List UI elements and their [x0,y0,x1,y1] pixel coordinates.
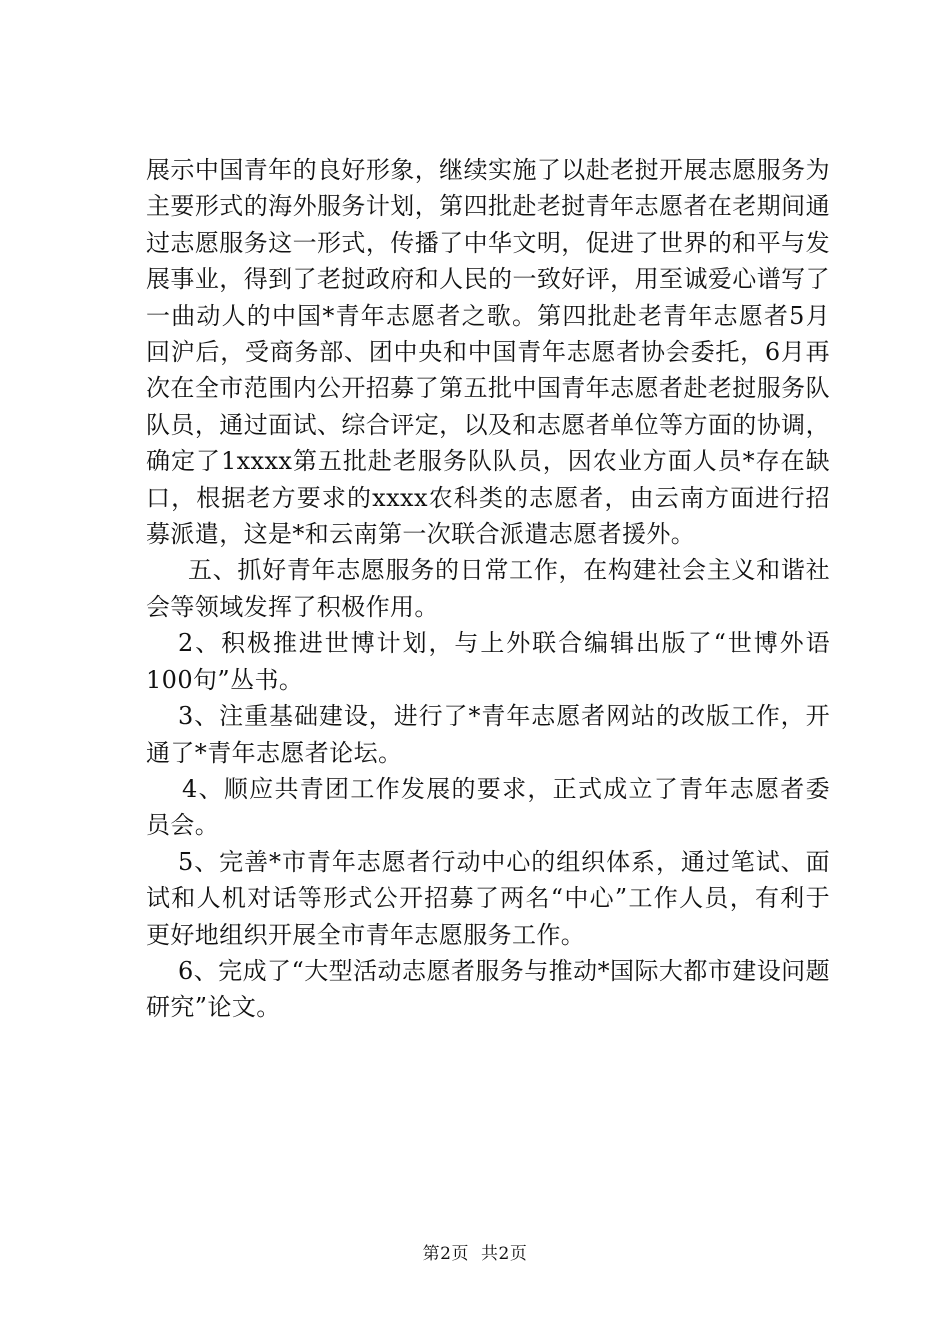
paragraph-item-5: 5、完善*市青年志愿者行动中心的组织体系，通过笔试、面试和人机对话等形式公开招募了两名“中心”工作人员，有利于更好地组织开展全市青年志愿服务工作。 [146,847,830,949]
paragraph-item-6: 6、完成了“大型活动志愿者服务与推动*国际大都市建设问题研究”论文。 [146,956,830,1022]
page-number-current: 第2页 [422,1244,469,1264]
paragraph-overseas-service: 展示中国青年的良好形象，继续实施了以赴老挝开展志愿服务为主要形式的海外服务计划，第四批赴老挝青年志愿者在老期间通过志愿服务这一形式，传播了中华文明，促进了世界的和平与发展事业，得到了老挝政府和人民的一致好评，用至诚爱心谱写了一曲动人的中国*青年志愿者之歌。第四批赴老青年志愿者5月回沪后，受商务部、团中央和中国青年志愿者协会委托，6月再次在全市范围内公开招募了第五批中国青年志愿者赴老挝服务队队员，通过面试、综合评定，以及和志愿者单位等方面的协调，确定了1xxxx第五批赴老服务队队员，因农业方面人员*存在缺口，根据老方要求的xxxx农科类的志愿者，由云南方面进行招募派遣，这是*和云南第一次联合派遣志愿者援外。 [146,156,830,549]
paragraph-item-3: 3、注重基础建设，进行了*青年志愿者网站的改版工作，开通了*青年志愿者论坛。 [146,702,830,767]
page-number-total: 共2页 [481,1244,528,1264]
page-footer [0,1243,950,1265]
document-body [146,152,830,1026]
paragraph-section-five: 五、抓好青年志愿服务的日常工作，在构建社会主义和谐社会等领域发挥了积极作用。 [146,556,830,621]
paragraph-item-4: 4、顺应共青团工作发展的要求，正式成立了青年志愿者委员会。 [146,774,830,840]
paragraph-item-2: 2、积极推进世博计划，与上外联合编辑出版了“世博外语100句”丛书。 [146,629,830,694]
